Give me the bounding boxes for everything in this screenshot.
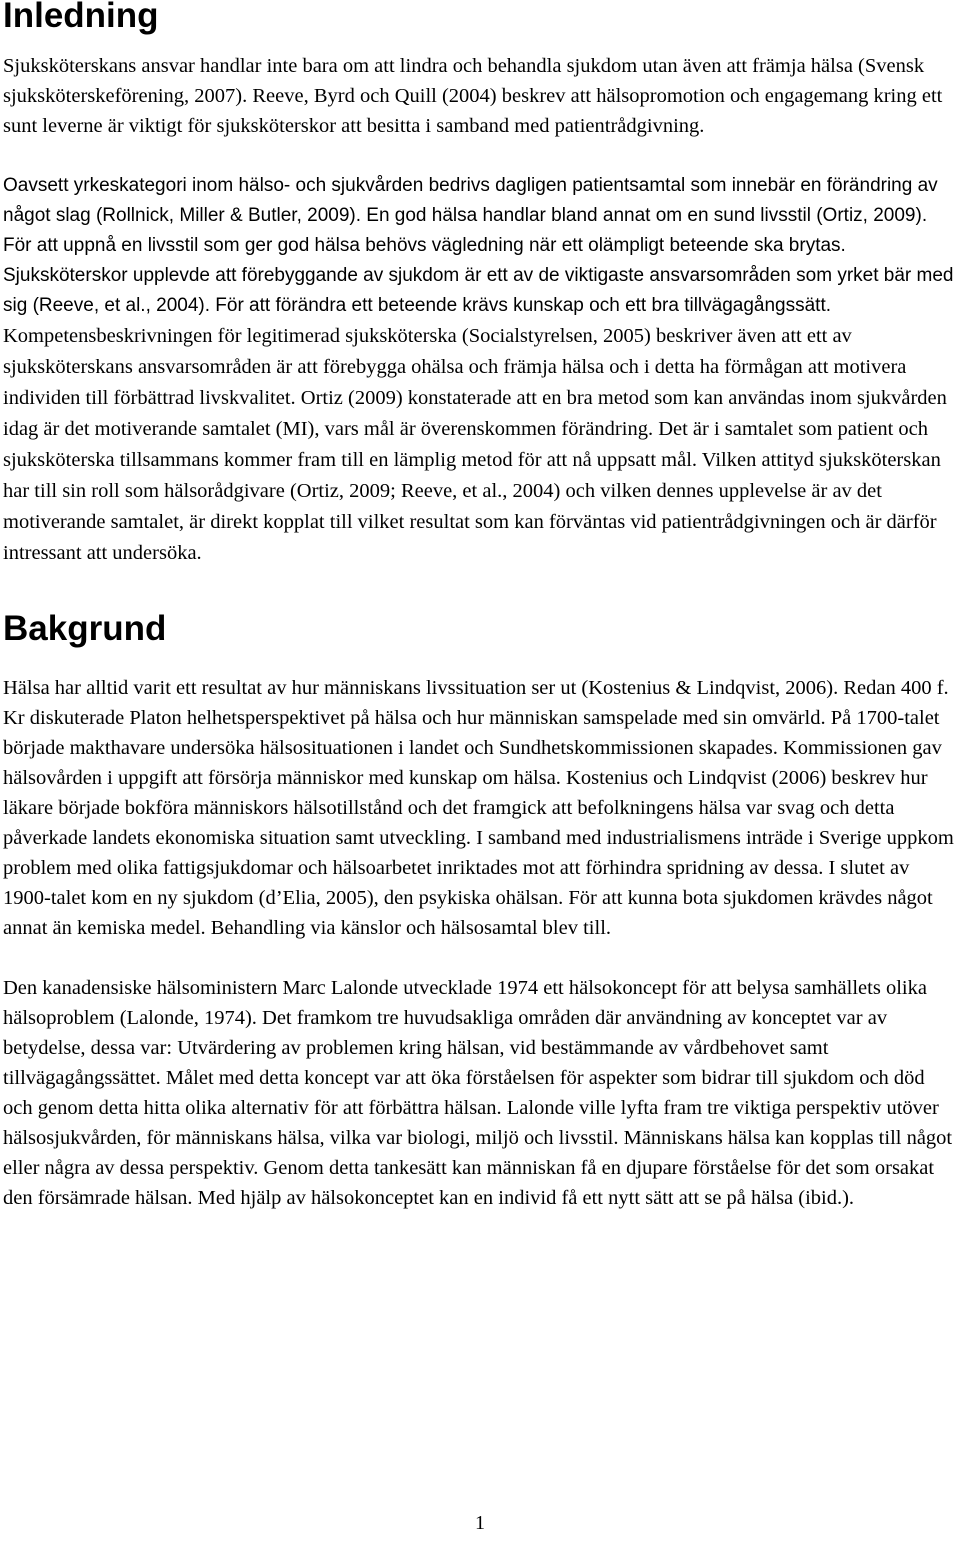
background-paragraph-1: Hälsa har alltid varit ett resultat av hur människans livssituation ser ut (Kostenius & Lindqvist, 2006). Redan 400 f. Kr diskuterade Platon helhetsperspektivet på hälsa och hur människan samspelade med sin omvärld. På 1700-talet började makthavare undersöka hälsosituationen i landet och Sundhetskommissionen skapades. Kommissionen gav hälsovården i uppgift att försörja människor med kunskap om hälsa. Kostenius och Lindqvist (2006) beskrev hur läkare började bokföra människors hälsotillstånd och det framgick att befolkningens hälsa var svag och detta påverkade landets ekonomiska situation samt utveckling. I samband med industrialismens inträde i Sverige uppkom problem med olika fattigsjukdomar och hälsoarbetet inriktades mot att förhindra spridning av dessa. I slutet av 1900-talet kom en ny sjukdom (d’Elia, 2005), den psykiska ohälsan. För att kunna bota sjukdomen krävdes något annat än kemiska medel. Behandling via känslor och hälsosamtal blev till. [3, 677, 954, 939]
document-page [3, 0, 957, 1213]
page-number: 1 [475, 1512, 485, 1534]
heading-inledning: Inledning [3, 0, 159, 35]
background-paragraph-2: Den kanadensiske hälsoministern Marc Lalonde utvecklade 1974 ett hälsokoncept för att belysa samhällets olika hälsoproblem (Lalonde, 1974). Det framkom tre huvudsakliga områden där användning av konceptet var av betydelse, dessa var: Utvärdering av problemen kring hälsan, vid bestämmande av vårdbehovet samt tillvägagångssättet. Målet med detta koncept var att öka förståelsen för aspekter som bidrar till sjukdom och död och genom detta hitta olika alternativ för att förbättra hälsan. Lalonde ville lyfta fram tre viktiga perspektiv utöver hälsosjukvården, för människans hälsa, vilka var biologi, miljö och livsstil. Människans hälsa kan kopplas till något eller några av dessa perspektiv. Genom detta tankesätt kan människan få en djupare förståelse för det som orsakat den försämrade hälsan. Med hjälp av hälsokonceptet kan en individ få ett nytt sätt att se på hälsa (ibid.). [3, 977, 953, 1209]
heading-bakgrund: Bakgrund [3, 609, 167, 648]
intro-paragraph-2 [3, 171, 957, 569]
intro-paragraph-2-sans-part: Oavsett yrkeskategori inom hälso- och sjukvården bedrivs dagligen patientsamtal som innebär en förändring av något slag (Rollnick, Miller & Butler, 2009). En god hälsa handlar bland annat om en sund livsstil (Ortiz, 2009). För att uppnå en livsstil som ger god hälsa behövs vägledning när ett olämpligt beteende ska brytas. Sjuksköterskor upplevde att förebyggande av sjukdom är ett av de viktigaste ansvarsområden som yrket bär med sig (Reeve, et al., 2004). För att förändra ett beteende krävs kunskap och ett bra tillvägagångssätt. [3, 175, 954, 316]
intro-paragraph-2-serif-part: Kompetensbeskrivningen för legitimerad sjuksköterska (Socialstyrelsen, 2005) beskriver även att ett av sjuksköterskans ansvarsområden är att förebygga ohälsa och främja hälsa och i detta ha förmågan att motivera individen till förbättrad livskvalitet. Ortiz (2009) konstaterade att en bra metod som kan användas inom sjukvården idag är det motiverande samtalet (MI), vars mål är överenskommen förändring. Det är i samtalet som patient och sjuksköterska tillsammans kommer fram till en lämplig metod för att nå uppsatt mål. Vilken attityd sjuksköterskan har till sin roll som hälsorådgivare (Ortiz, 2009; Reeve, et al., 2004) och vilken dennes upplevelse är av det motiverande samtalet, är direkt kopplat till vilket resultat som kan förväntas vid patientrådgivningen och är därför intressant att undersöka. [3, 325, 947, 564]
intro-paragraph-1: Sjuksköterskans ansvar handlar inte bara om att lindra och behandla sjukdom utan även att främja hälsa (Svensk sjuksköterskeförening, 2007). Reeve, Byrd och Quill (2004) beskrev att hälsopromotion och engagemang kring ett sunt leverne är viktigt för sjuksköterskor att besitta i samband med patientrådgivning. [3, 55, 943, 137]
